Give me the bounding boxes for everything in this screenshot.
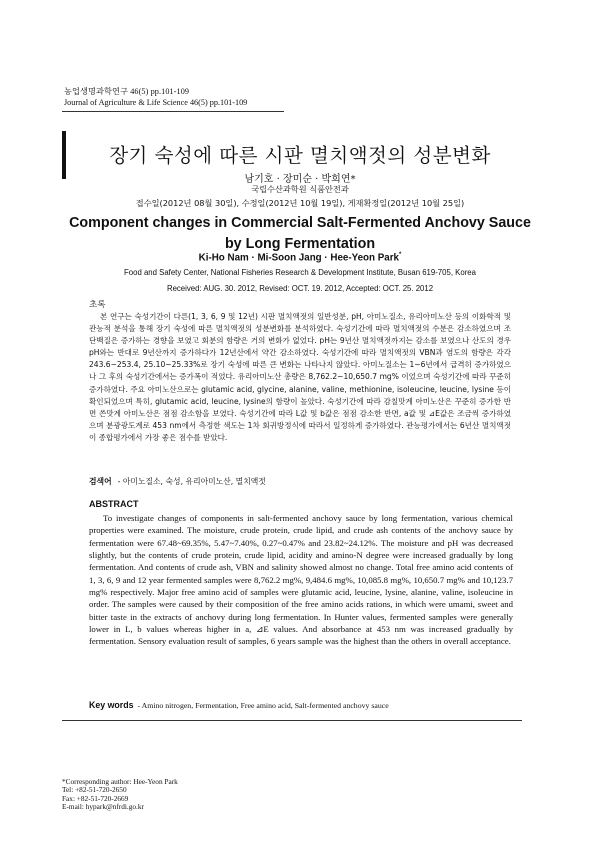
- keywords-korean-text: - 아미노질소, 숙성, 유리아미노산, 멸치액젓: [117, 477, 266, 486]
- abstract-english-body: To investigate changes of components in salt-fermented anchovy sauce by long fermentation, various chemical properties were examined. The moisture, crude protein, crude lipid, and crude ash contents of the anchovy sauce by fermentation were 67.48~69.35%, 5.47~7.40%, 0.27~0.47% and 23.82~24.12%. The moisture and pH was decreased slightly, but the contents of crude protein, crude lipid, acidity and amino-N degree were increased gradually by long fermentation. And contents of crude ash, VBN and salinity showed almost no change. Total free amino acid contents of 1, 3, 6, 9 and 12 year fermented samples were 8,762.2 mg%, 9,484.6 mg%, 10,085.8 mg%, 10,650.7 mg% and 10,123.7 mg% respectively. Major free amino acid of samples were glutamic acid, leucine, lysine, alanine, valine, isoleucine in order. The samples were caused by their composition of the free amino acids rations, in which were umami, sweet and bitter taste in the extracts of anchovy during long fermentation. In Hunter values, fermented samples were generally lower in L, b values whereas higher in a, ⊿E values. And absorbance at 453 nm was increased gradually by fermentation. Sensory evaluation result of samples, 6 years sample was the highest than the others in overall acceptance.: [89, 513, 513, 647]
- authors-english: [0, 252, 600, 263]
- footnote-divider: [62, 720, 522, 721]
- abstract-english-heading: ABSTRACT: [89, 499, 139, 509]
- keywords-korean-label: 검색어: [89, 477, 112, 486]
- keywords-english: [89, 700, 389, 710]
- email: E-mail: hypark@nfrdi.go.kr: [62, 801, 144, 811]
- title-english-line1: Component changes in Commercial Salt-Fermented Anchovy Sauce: [69, 215, 531, 231]
- keywords-english-text: - Amino nitrogen, Fermentation, Free amino acid, Salt-fermented anchovy sauce: [137, 701, 389, 710]
- title-english-line2: by Long Fermentation: [224, 236, 376, 252]
- authors-korean: 남기호 · 장미순 · 박희연*: [244, 174, 356, 185]
- dates-english: Received: AUG. 30. 2012, Revised: OCT. 19. 2012, Accepted: OCT. 25. 2012: [166, 284, 434, 293]
- telephone: Tel: +82-51-720-2650: [62, 785, 127, 795]
- corresponding-mark: *: [398, 252, 402, 258]
- abstract-korean-body: 본 연구는 숙성기간이 다른(1, 3, 6, 9 및 12년) 시판 멸치액젓의 일반성분, pH, 아미노질소, 유리아미노산 등의 이화학적 및 관능적 분석을 통해 장기 숙성에 따른 멸치액젓의 성분변화를 분석하였다. 숙성기간에 따라 멸치액젓의 수분은 감소하였으며 조단백질은 증가하는 경향을 보였고 회분의 함량은 거의 변화가 없었다. pH는 9년산 멸치액젓까지는 감소를 보였으나 산도의 경우 pH와는 반대로 9년산까지 증가하다가 12년산에서 약간 감소하였다. 숙성기간에 따라 멸치액젓의 VBN과 염도의 함량은 각각 243.6~253.4, 25.10~25.33%로 장기 숙성에 따른 큰 변화는 나타나지 않았다. 아미노질소는 1~6년에서 급격히 증가하였으나 그 후의 숙성기간에서는 증가폭이 적었다. 유리아미노산 총량은 8,762.2~10,650.7 mg% 이었으며 숙성기간에 따라 꾸준히 증가하였다. 주요 아미노산으로는 glutamic acid, glycine, alanine, valine, methionine, isoleucine, leucine, lysine 등이 확인되었으며 특히, glutamic acid, leucine, lysine의 함량이 높았다. 숙성기간에 따라 감칠맛계 아미노산은 꾸준히 증가한 반면 쓴맛계 아미노산은 점점 감소함을 보였다. 숙성기간에 따라 L값 및 b값은 점점 감소한 반면, a값 및 ⊿E값은 조금씩 증가하였으며 분광광도계로 453 nm에서 측정한 색도는 1차 회귀방정식에 따라서 일정하게 증가하였다. 관능평가에서는 6년산 멸치액젓이 종합평가에서 가장 좋은 점수를 받았다.: [89, 312, 511, 442]
- footnote: [62, 778, 178, 811]
- affiliation-korean: 국립수산과학원 식품안전과: [251, 184, 349, 194]
- title-korean: 장기 숙성에 따른 시판 멸치액젓의 성분변화: [109, 144, 491, 167]
- corresponding-author: *Corresponding author: Hee-Yeon Park: [62, 777, 178, 786]
- dates-korean: 접수일(2012년 08월 30일), 수정일(2012년 10월 19일), 게재확정일(2012년 10월 25일): [135, 198, 465, 208]
- title-english: [0, 213, 600, 255]
- fax: Fax: +82-51-720-2669: [62, 793, 129, 803]
- authors-english-names: Ki-Ho Nam · Mi-Soon Jang · Hee-Yeon Park: [198, 252, 399, 264]
- keywords-korean: [89, 476, 266, 487]
- journal-citation-english: Journal of Agriculture & Life Science 46(5) pp.101-109: [64, 98, 248, 107]
- journal-citation-korean: 농업생명과학연구 46(5) pp.101-109: [64, 87, 190, 96]
- header-divider: [62, 111, 284, 112]
- abstract-korean-heading: 초록: [89, 300, 106, 310]
- affiliation-english: Food and Safety Center, National Fisheries Research & Development Institute, Busan 619-705, Korea: [124, 268, 476, 277]
- keywords-english-label: Key words: [89, 700, 134, 710]
